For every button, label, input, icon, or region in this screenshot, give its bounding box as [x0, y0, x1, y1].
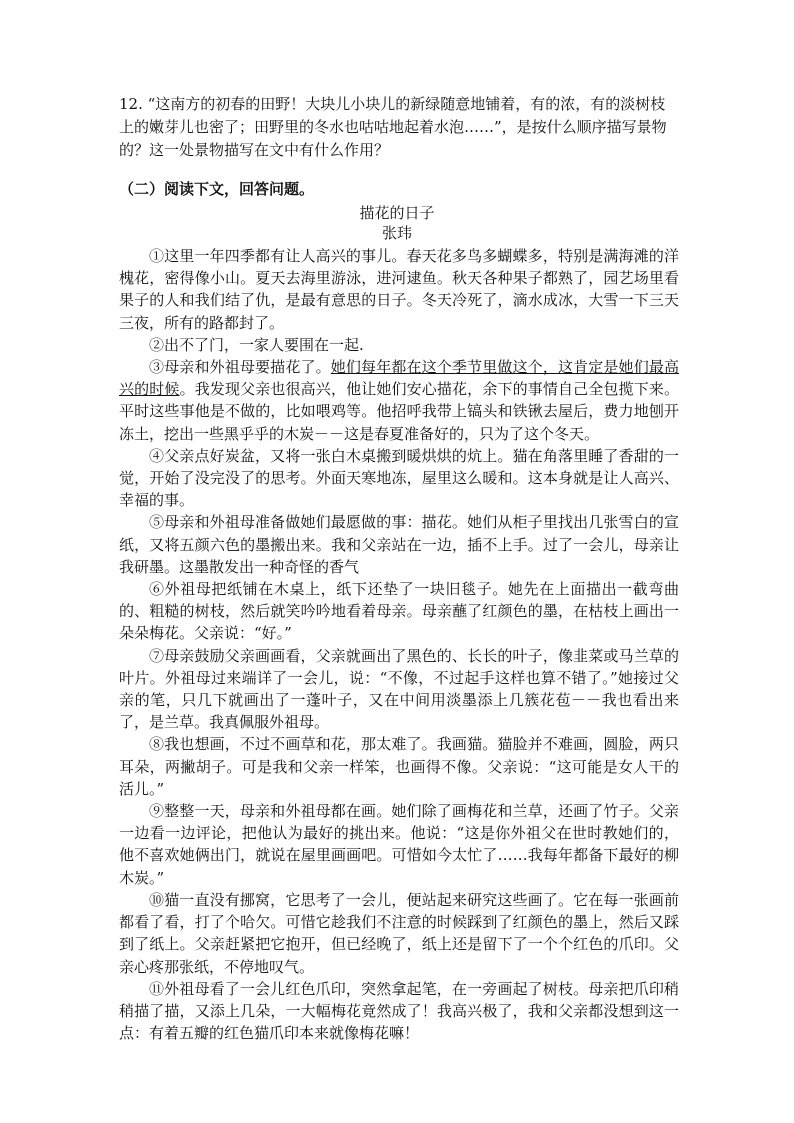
paragraph-3-start: ③母亲和外祖母要描花了。 [149, 358, 331, 377]
article-author: 张玮 [381, 224, 412, 242]
article-title: 描花的日子 [359, 204, 435, 222]
paragraph-6: ⑥外祖母把纸铺在木桌上，纸下还垫了一块旧毯子。她先在上面描出一截弯曲的、粗糙的树枝，然后就笑吟吟地看着母亲。母亲蘸了红颜色的墨，在枯枝上画出一朵朵梅花。父亲说：“好。” [119, 580, 679, 643]
paragraph-3 [119, 356, 679, 445]
paragraph-2: ②出不了门，一家人要围在一起. [149, 335, 364, 354]
paragraph-9: ⑨整整一天，母亲和外祖母都在画。她们除了画梅花和兰草，还画了竹子。父亲一边看一边评论，把他认为最好的挑出来。他说：“这是你外祖父在世时教她们的，他不喜欢她俩出门，就说在屋里画画吧。可惜如今太忙了……我每年都备下最好的柳木炭。” [119, 802, 679, 887]
paragraph-11: ⑪外祖母看了一会儿红色爪印，突然拿起笔，在一旁画起了树枝。母亲把爪印稍稍描了描，又添上几朵，一大幅梅花竟然成了！我高兴极了，我和父亲都没想到这一点：有着五瓣的红色猫爪印本来就像梅花嘛！ [119, 979, 679, 1043]
article-body [119, 245, 679, 1044]
paragraph-5: ⑤母亲和外祖母准备做她们最愿做的事：描花。她们从柜子里找出几张雪白的宣纸，又将五颜六色的墨搬出来。我和父亲站在一边，插不上手。过了一会儿，母亲让我研墨。这墨散发出一种奇怪的香气 [119, 513, 679, 576]
paragraph-1: ①这里一年四季都有让人高兴的事儿。春天花多鸟多蝴蝶多，特别是满海滩的洋槐花，密得像小山。夏天去海里游泳，进河逮鱼。秋天各种果子都熟了，园艺场里看果子的人和我们结了仇，是最有意思的日子。冬天冷死了，滴水成冰，大雪一下三天三夜，所有的路都封了。 [119, 247, 679, 332]
paragraph-3-rest: 。我发现父亲也很高兴，他让她们安心描花，余下的事情自己全包揽下来。平时这些事他是不做的，比如喂鸡等。他招呼我带上镐头和铁锹去屋后，费力地刨开冻土，挖出一些黑乎乎的木炭－－这是春夏准备好的，只为了这个冬天。 [119, 380, 679, 443]
question-12: 12. “这南方的初春的田野！大块儿小块儿的新绿随意地铺着，有的浓，有的淡树枝上的嫩芽儿也密了；田野里的冬水也咕咕地起着水泡……”，是按什么顺序描写景物的？这一处景物描写在文中有什么作用？ [119, 95, 667, 159]
paragraph-10: ⑩猫一直没有挪窝，它思考了一会儿，便站起来研究这些画了。它在每一张画前都看了看，打了个哈欠。可惜它趁我们不注意的时候踩到了红颜色的墨上，然后又踩到了纸上。父亲赶紧把它抱开，但已经晚了，纸上还是留下了一个个红色的爪印。父亲心疼那张纸，不停地叹气。 [119, 890, 679, 976]
paragraph-4: ④父亲点好炭盆，又将一张白木桌搬到暖烘烘的炕上。猫在角落里睡了香甜的一觉，开始了没完没了的思考。外面天寒地冻，屋里这么暖和。这本身就是让人高兴、幸福的事。 [119, 446, 679, 510]
paragraph-7: ⑦母亲鼓励父亲画画看，父亲就画出了黑色的、长长的叶子，像韭菜或马兰草的叶片。外祖母过来端详了一会儿，说：“不像，不过起手这样也算不错了。”她接过父亲的笔，只几下就画出了一蓬叶子，又在中间用淡墨添上几簇花苞－－我也看出来了，是兰草。我真佩服外祖母。 [119, 646, 679, 732]
paragraph-8: ⑧我也想画，不过不画草和花，那太难了。我画猫。猫脸并不难画，圆脸，两只耳朵，两撇胡子。可是我和父亲一样笨，也画得不像。父亲说：“这可能是女人干的活儿。” [119, 735, 679, 798]
section-heading: （二）阅读下文，回答问题。 [119, 180, 315, 198]
underlined-sentence: 她们每年都在这个季节里做这个，这肯定是她们最高兴的时候 [119, 358, 679, 399]
